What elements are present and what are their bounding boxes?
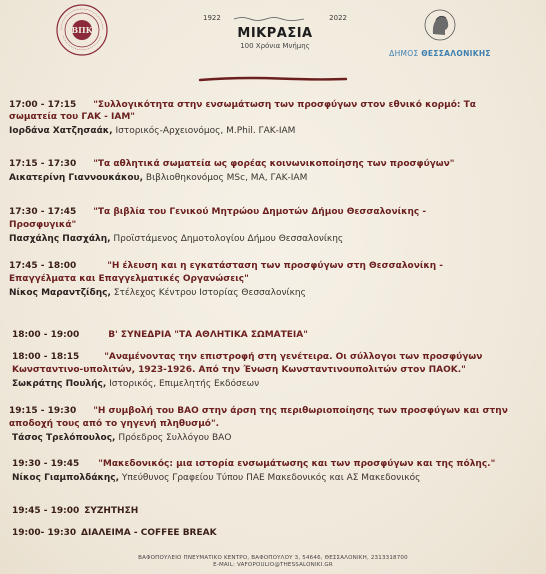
svg-text:ΒΠΚ: ΒΠΚ xyxy=(71,25,93,35)
item-speaker: Ιορδάνα Χατζησαάκ, xyxy=(9,126,113,136)
event-title: ΜΙΚΡΑΣΙΑ xyxy=(237,26,313,41)
break-row xyxy=(12,527,546,539)
footer-email: E-MAIL: VAFOPOULIO@THESSALONIKI.GR xyxy=(213,562,333,568)
item-time: 17:00 - 17:15 xyxy=(9,100,77,110)
item-affiliation: Προϊστάμενος Δημοτολογίου Δήμου Θεσσαλονίκης xyxy=(110,234,344,244)
item-title-line1: "Τα αθλητικά σωματεία ως φορέας κοινωνικοποίησης των προσφύγων" xyxy=(93,159,455,169)
item-speaker-row xyxy=(12,432,546,444)
program-item xyxy=(9,260,546,272)
item-title-line2: Προσφυγικά" xyxy=(9,220,77,230)
item-title-line1: "Η έλευση και η εγκατάσταση των προσφύγων στη Θεσσαλονίκη - xyxy=(107,261,444,271)
footer-address: ΒΑΦΟΠΟΥΛΕΙΟ ΠΝΕΥΜΑΤΙΚΟ ΚΕΝΤΡΟ, ΒΑΦΟΠΟΥΛΟΥ 3, 54646, ΘΕΣΣΑΛΟΝΙΚΗ, 2313318700 xyxy=(138,555,408,561)
wave-icon xyxy=(234,16,304,22)
item-title-line1: "Τα βιβλία του Γενικού Μητρώου Δημοτών Δήμου Θεσσαλονίκης - xyxy=(93,207,427,217)
program-item xyxy=(9,158,546,170)
item-title-line1: "Η συμβολή του ΒΑΟ στην άρση της περιθωριοποίησης των προσφύγων και στην xyxy=(93,406,508,416)
discussion-label: ΣΥΖΗΤΗΣΗ xyxy=(84,506,139,516)
item-time: 19:15 - 19:30 xyxy=(9,406,77,416)
program-item xyxy=(12,351,546,363)
item-speaker: Νίκος Μαραντζίδης, xyxy=(9,288,111,298)
item-time: 19:30 - 19:45 xyxy=(12,459,80,469)
item-time: 17:30 - 17:45 xyxy=(9,207,77,217)
item-title-line2: αποδοχή τους από το γηγενή πληθυσμό". xyxy=(9,419,220,429)
session-title: Β' ΣΥΝΕΔΡΙΑ "ΤΑ ΑΘΛΗΤΙΚΑ ΣΩΜΑΤΕΙΑ" xyxy=(108,330,308,340)
header xyxy=(0,0,546,90)
item-title-line1: "Συλλογικότητα στην ενσωμάτωση των προσφύγων στον εθνικό κορμό: Τα xyxy=(93,100,476,110)
program-item xyxy=(9,206,546,218)
item-affiliation: Ιστορικός, Επιμελητής Εκδόσεων xyxy=(106,379,260,389)
item-affiliation: Ιστορικός-Αρχειονόμος, M.Phil. ΓΑΚ-ΙΑΜ xyxy=(112,126,296,136)
municipality-name: ΘΕΣΣΑΛΟΝΙΚΗΣ xyxy=(421,49,491,58)
session-time: 18:00 - 19:00 xyxy=(12,330,80,340)
item-speaker: Πασχάλης Πασχάλη, xyxy=(9,234,111,244)
item-time: 17:15 - 17:30 xyxy=(9,159,77,169)
municipality-prefix: ΔΗΜΟΣ xyxy=(389,49,419,58)
break-time: 19:00- 19:30 xyxy=(12,528,77,538)
item-speaker-row xyxy=(9,233,546,245)
discussion-row xyxy=(12,505,546,517)
program-item xyxy=(12,458,546,470)
item-speaker-row xyxy=(12,472,546,484)
item-speaker-row xyxy=(9,125,546,137)
item-speaker: Αικατερίνη Γιαννουκάκου, xyxy=(9,173,144,183)
item-speaker-row xyxy=(12,378,546,390)
session-header xyxy=(12,329,546,341)
year-start: 1922 xyxy=(203,14,221,22)
discussion-time: 19:45 - 19:00 xyxy=(12,506,80,516)
program-item xyxy=(9,405,546,417)
event-subtitle: 100 Χρόνια Μνήμης xyxy=(240,42,310,50)
break-label: ΔΙΑΛΕΙΜΑ - COFFEE BREAK xyxy=(81,528,217,538)
item-speaker: Τάσος Τρελόπουλος, xyxy=(12,433,116,443)
item-affiliation: Στέλεχος Κέντρου Ιστορίας Θεσσαλονίκης xyxy=(110,288,306,298)
item-speaker: Σωκράτης Πουλής, xyxy=(12,379,107,389)
item-affiliation: Βιβλιοθηκονόμος MSc, MA, ΓΑΚ-ΙΑΜ xyxy=(143,173,308,183)
year-end: 2022 xyxy=(329,14,347,22)
item-speaker-row xyxy=(9,287,546,299)
item-affiliation: Υπεύθυνος Γραφείου Τύπου ΠΑΕ Μακεδονικός και ΑΣ Μακεδονικός xyxy=(119,473,421,483)
program-item xyxy=(9,99,546,111)
item-time: 18:00 - 18:15 xyxy=(12,352,80,362)
item-speaker: Νίκος Γιαμπολδάκης, xyxy=(12,473,120,483)
brush-divider xyxy=(198,76,348,82)
item-title-line1: "Αναμένοντας την επιστροφή στη γενέτειρα. Οι σύλλογοι των προσφύγων xyxy=(104,352,483,362)
vafopouleio-seal-logo xyxy=(55,3,109,57)
alexander-head-icon xyxy=(423,8,457,42)
item-title-line2: σωματεία του ΓΑΚ - ΙΑΜ" xyxy=(9,112,135,122)
footer xyxy=(0,555,546,569)
item-speaker-row xyxy=(9,172,546,184)
item-title-line2: Κωνσταντινο-υπολιτών, 1923-1926. Από την Ένωση Κωνσταντινουπολιτών στον ΠΑΟΚ." xyxy=(12,365,466,375)
municipality-logo xyxy=(380,8,500,58)
item-affiliation: Πρόεδρος Συλλόγου ΒΑΟ xyxy=(115,433,232,443)
item-title-line2: Επαγγέλματα και Επαγγελματικές Οργανώσεις" xyxy=(9,274,249,284)
item-title-line1: "Μακεδονικός: μια ιστορία ενσωμάτωσης και των προσφύγων και της πόλης." xyxy=(98,459,496,469)
mikrasia-logo xyxy=(200,12,350,50)
item-time: 17:45 - 18:00 xyxy=(9,261,77,271)
